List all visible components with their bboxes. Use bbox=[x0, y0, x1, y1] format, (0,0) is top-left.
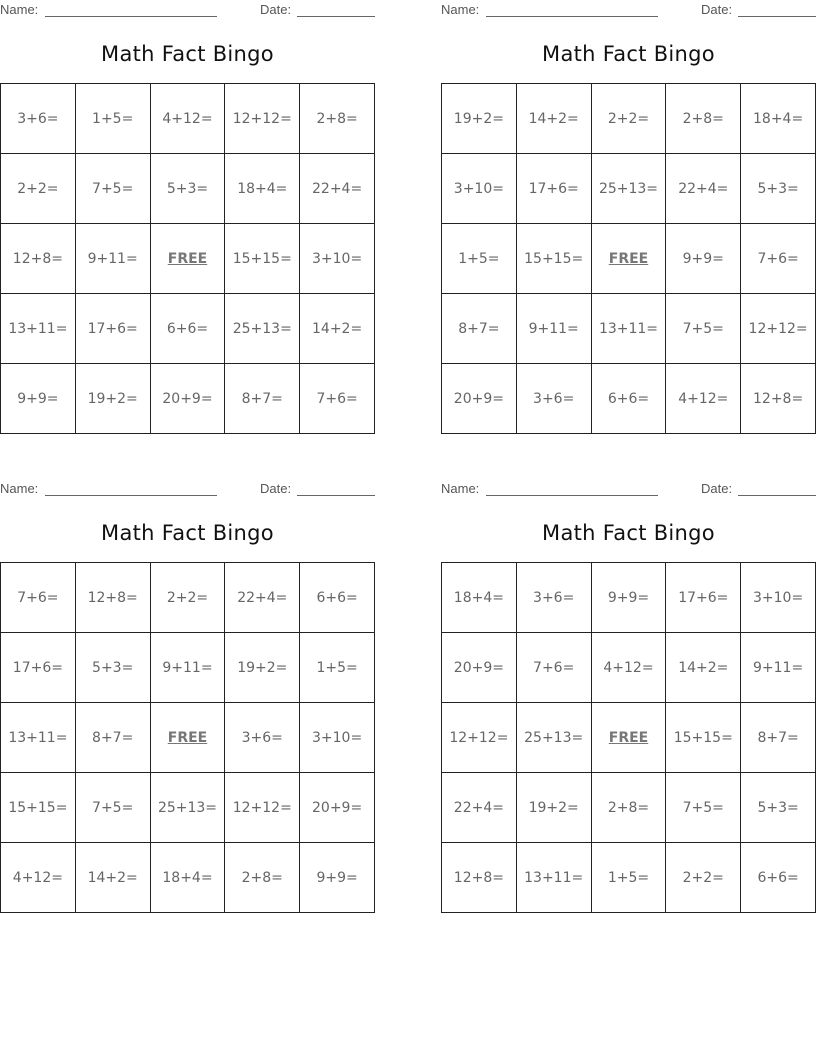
bingo-cell[interactable]: 19+2= bbox=[442, 84, 517, 154]
bingo-card bbox=[441, 0, 816, 440]
bingo-cell[interactable]: 25+13= bbox=[517, 703, 592, 773]
bingo-cell[interactable]: 6+6= bbox=[741, 843, 816, 913]
bingo-cell[interactable]: 3+6= bbox=[517, 563, 592, 633]
bingo-grid bbox=[441, 83, 816, 434]
bingo-cell[interactable]: 3+10= bbox=[741, 563, 816, 633]
bingo-grid bbox=[441, 562, 816, 913]
card-header bbox=[0, 2, 375, 18]
name-label: Name: bbox=[441, 2, 480, 17]
bingo-cell[interactable]: 12+8= bbox=[741, 364, 816, 434]
bingo-cell[interactable]: 7+6= bbox=[1, 563, 76, 633]
bingo-cell[interactable]: 2+2= bbox=[666, 843, 741, 913]
bingo-grid bbox=[0, 562, 375, 913]
card-header bbox=[0, 481, 375, 497]
card-header bbox=[441, 2, 816, 18]
bingo-cell[interactable]: 7+6= bbox=[741, 224, 816, 294]
free-space-cell[interactable]: FREE bbox=[151, 224, 226, 294]
bingo-cell[interactable]: 12+8= bbox=[76, 563, 151, 633]
bingo-cell[interactable]: 15+15= bbox=[225, 224, 300, 294]
bingo-cell[interactable]: 2+8= bbox=[592, 773, 667, 843]
bingo-cell[interactable]: 8+7= bbox=[741, 703, 816, 773]
bingo-cell[interactable]: 2+8= bbox=[300, 84, 375, 154]
bingo-cell[interactable]: 25+13= bbox=[151, 773, 226, 843]
bingo-cell[interactable]: 9+11= bbox=[517, 294, 592, 364]
bingo-cell[interactable]: 2+2= bbox=[592, 84, 667, 154]
bingo-cell[interactable]: 1+5= bbox=[442, 224, 517, 294]
bingo-cell[interactable]: 7+5= bbox=[76, 154, 151, 224]
card-title: Math Fact Bingo bbox=[101, 521, 274, 545]
bingo-cell[interactable]: 13+11= bbox=[1, 703, 76, 773]
bingo-cell[interactable]: 12+8= bbox=[1, 224, 76, 294]
name-label: Name: bbox=[0, 2, 39, 17]
bingo-cell[interactable]: 19+2= bbox=[76, 364, 151, 434]
name-field[interactable] bbox=[45, 2, 217, 17]
bingo-cell[interactable]: 18+4= bbox=[442, 563, 517, 633]
bingo-cell[interactable]: 9+11= bbox=[151, 633, 226, 703]
bingo-cell[interactable]: 15+15= bbox=[1, 773, 76, 843]
card-title: Math Fact Bingo bbox=[542, 521, 715, 545]
bingo-cell[interactable]: 3+10= bbox=[300, 224, 375, 294]
date-field[interactable] bbox=[297, 2, 375, 17]
bingo-cell[interactable]: 18+4= bbox=[225, 154, 300, 224]
bingo-cell[interactable]: 2+2= bbox=[1, 154, 76, 224]
name-field[interactable] bbox=[486, 2, 658, 17]
bingo-cell[interactable]: 3+6= bbox=[1, 84, 76, 154]
bingo-cell[interactable]: 3+6= bbox=[517, 364, 592, 434]
card-title: Math Fact Bingo bbox=[101, 42, 274, 66]
bingo-cell[interactable]: 25+13= bbox=[225, 294, 300, 364]
bingo-cell[interactable]: 9+9= bbox=[1, 364, 76, 434]
bingo-cell[interactable]: 9+11= bbox=[76, 224, 151, 294]
date-field[interactable] bbox=[738, 2, 816, 17]
bingo-cell[interactable]: 17+6= bbox=[666, 563, 741, 633]
bingo-cell[interactable]: 20+9= bbox=[300, 773, 375, 843]
date-field[interactable] bbox=[738, 481, 816, 496]
bingo-cell[interactable]: 4+12= bbox=[1, 843, 76, 913]
free-space-cell[interactable]: FREE bbox=[592, 224, 667, 294]
bingo-cell[interactable]: 4+12= bbox=[666, 364, 741, 434]
bingo-cell[interactable]: 19+2= bbox=[517, 773, 592, 843]
bingo-cell[interactable]: 22+4= bbox=[300, 154, 375, 224]
bingo-cell[interactable]: 19+2= bbox=[225, 633, 300, 703]
bingo-cell[interactable]: 7+6= bbox=[517, 633, 592, 703]
bingo-card bbox=[0, 479, 375, 919]
bingo-cell[interactable]: 5+3= bbox=[76, 633, 151, 703]
bingo-cell[interactable]: 7+6= bbox=[300, 364, 375, 434]
bingo-cell[interactable]: 17+6= bbox=[517, 154, 592, 224]
bingo-cell[interactable]: 12+12= bbox=[225, 84, 300, 154]
bingo-grid bbox=[0, 83, 375, 434]
bingo-cell[interactable]: 12+8= bbox=[442, 843, 517, 913]
bingo-cell[interactable]: 4+12= bbox=[592, 633, 667, 703]
bingo-cell[interactable]: 8+7= bbox=[442, 294, 517, 364]
bingo-cell[interactable]: 8+7= bbox=[225, 364, 300, 434]
name-label: Name: bbox=[0, 481, 39, 496]
date-label: Date: bbox=[260, 481, 292, 496]
bingo-cell[interactable]: 4+12= bbox=[151, 84, 226, 154]
bingo-cell[interactable]: 20+9= bbox=[151, 364, 226, 434]
bingo-cell[interactable]: 2+8= bbox=[666, 84, 741, 154]
bingo-cell[interactable]: 14+2= bbox=[76, 843, 151, 913]
bingo-cell[interactable]: 14+2= bbox=[517, 84, 592, 154]
bingo-cell[interactable]: 13+11= bbox=[517, 843, 592, 913]
bingo-cell[interactable]: 5+3= bbox=[151, 154, 226, 224]
bingo-cell[interactable]: 13+11= bbox=[592, 294, 667, 364]
bingo-cell[interactable]: 12+12= bbox=[442, 703, 517, 773]
date-label: Date: bbox=[260, 2, 292, 17]
bingo-cell[interactable]: 9+9= bbox=[592, 563, 667, 633]
bingo-cell[interactable]: 12+12= bbox=[741, 294, 816, 364]
bingo-card bbox=[441, 479, 816, 919]
bingo-cell[interactable]: 18+4= bbox=[741, 84, 816, 154]
bingo-cell[interactable]: 6+6= bbox=[151, 294, 226, 364]
bingo-cell[interactable]: 9+9= bbox=[300, 843, 375, 913]
bingo-cell[interactable]: 1+5= bbox=[76, 84, 151, 154]
bingo-cell[interactable]: 3+10= bbox=[442, 154, 517, 224]
bingo-cell[interactable]: 18+4= bbox=[151, 843, 226, 913]
date-label: Date: bbox=[701, 2, 733, 17]
bingo-cell[interactable]: 22+4= bbox=[666, 154, 741, 224]
bingo-cell[interactable]: 17+6= bbox=[1, 633, 76, 703]
bingo-cell[interactable]: 20+9= bbox=[442, 364, 517, 434]
name-field[interactable] bbox=[486, 481, 658, 496]
bingo-card bbox=[0, 0, 375, 440]
card-title: Math Fact Bingo bbox=[542, 42, 715, 66]
bingo-cell[interactable]: 9+11= bbox=[741, 633, 816, 703]
bingo-cell[interactable]: 5+3= bbox=[741, 154, 816, 224]
bingo-cell[interactable]: 12+12= bbox=[225, 773, 300, 843]
bingo-cell[interactable]: 22+4= bbox=[442, 773, 517, 843]
bingo-cell[interactable]: 3+10= bbox=[300, 703, 375, 773]
bingo-cell[interactable]: 20+9= bbox=[442, 633, 517, 703]
bingo-cell[interactable]: 9+9= bbox=[666, 224, 741, 294]
bingo-cell[interactable]: 1+5= bbox=[300, 633, 375, 703]
bingo-cell[interactable]: 15+15= bbox=[517, 224, 592, 294]
free-space-cell[interactable]: FREE bbox=[592, 703, 667, 773]
date-field[interactable] bbox=[297, 481, 375, 496]
bingo-cell[interactable]: 22+4= bbox=[225, 563, 300, 633]
bingo-cell[interactable]: 3+6= bbox=[225, 703, 300, 773]
bingo-cell[interactable]: 5+3= bbox=[741, 773, 816, 843]
bingo-cell[interactable]: 6+6= bbox=[592, 364, 667, 434]
name-field[interactable] bbox=[45, 481, 217, 496]
bingo-cell[interactable]: 14+2= bbox=[666, 633, 741, 703]
name-label: Name: bbox=[441, 481, 480, 496]
bingo-cell[interactable]: 7+5= bbox=[666, 773, 741, 843]
bingo-cell[interactable]: 7+5= bbox=[76, 773, 151, 843]
bingo-cell[interactable]: 13+11= bbox=[1, 294, 76, 364]
bingo-cell[interactable]: 8+7= bbox=[76, 703, 151, 773]
bingo-cell[interactable]: 1+5= bbox=[592, 843, 667, 913]
bingo-cell[interactable]: 2+2= bbox=[151, 563, 226, 633]
card-header bbox=[441, 481, 816, 497]
bingo-cell[interactable]: 25+13= bbox=[592, 154, 667, 224]
bingo-cell[interactable]: 6+6= bbox=[300, 563, 375, 633]
bingo-cell[interactable]: 15+15= bbox=[666, 703, 741, 773]
bingo-cell[interactable]: 17+6= bbox=[76, 294, 151, 364]
bingo-cell[interactable]: 14+2= bbox=[300, 294, 375, 364]
free-space-cell[interactable]: FREE bbox=[151, 703, 226, 773]
date-label: Date: bbox=[701, 481, 733, 496]
bingo-cell[interactable]: 7+5= bbox=[666, 294, 741, 364]
bingo-cell[interactable]: 2+8= bbox=[225, 843, 300, 913]
